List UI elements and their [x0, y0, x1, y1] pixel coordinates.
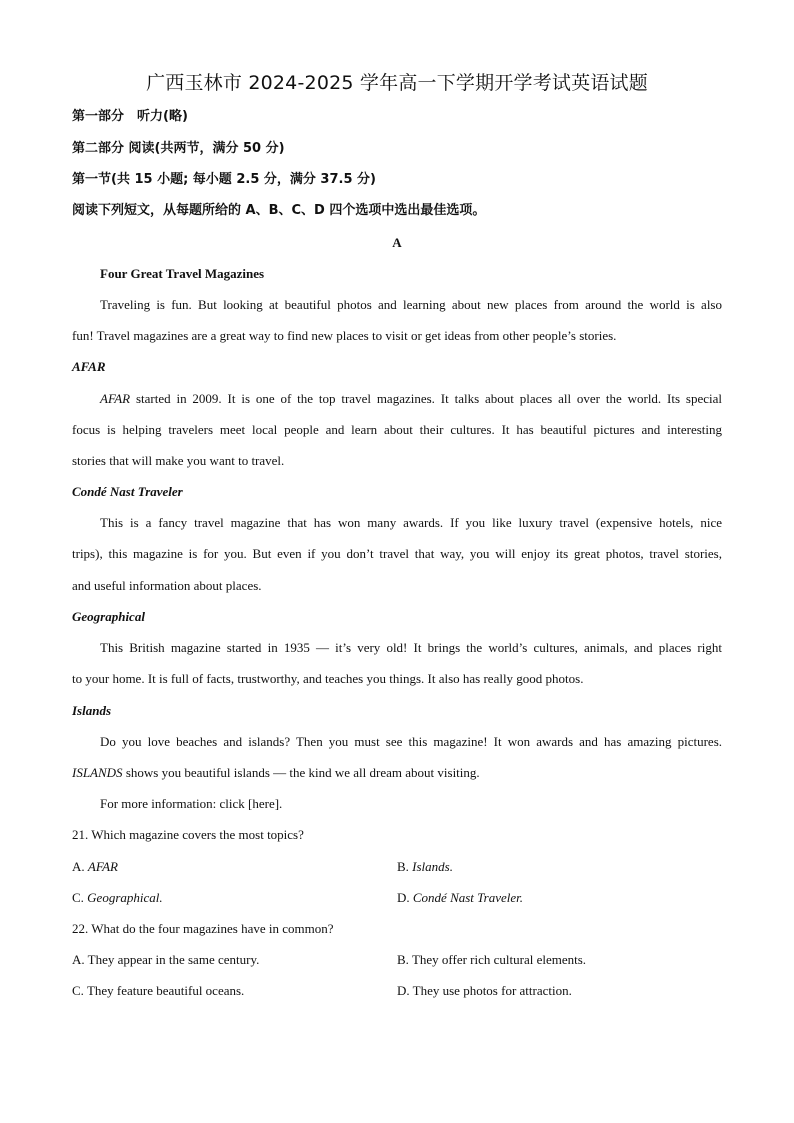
passage-title: Four Great Travel Magazines: [100, 266, 265, 281]
question-21-option-d[interactable]: [397, 889, 523, 907]
conde-line-3: and useful information about places.: [72, 578, 262, 593]
question-22-option-d[interactable]: [397, 982, 572, 1000]
part1-heading: 第一部分 听力(略): [72, 109, 188, 124]
option-text: They appear in the same century.: [87, 952, 260, 967]
instruction-text: 阅读下列短文，从每题所给的 A、B、C、D 四个选项中选出最佳选项。: [72, 203, 486, 218]
option-text: They feature beautiful oceans.: [86, 983, 245, 998]
option-letter: C.: [72, 983, 87, 998]
islands-line-2-rest: shows you beautiful islands — the kind we all dream about visiting.: [122, 765, 480, 780]
option-letter: B.: [397, 952, 412, 967]
conde-line-1: This is a fancy travel magazine that has won many awards. If you like luxury travel (expensive hotels, nice: [100, 515, 722, 530]
passage-letter: A: [392, 235, 402, 250]
question-21-option-c[interactable]: [72, 889, 163, 907]
afar-line-2: focus is helping travelers meet local people and learn about their cultures. It has beautiful pictures and interesting: [72, 422, 722, 437]
option-letter: A.: [72, 859, 88, 874]
part2-heading: 第二部分 阅读(共两节，满分 50 分): [72, 141, 285, 156]
geographical-line-2: to your home. It is full of facts, trustworthy, and teaches you things. It also has really good photos.: [72, 671, 584, 686]
section1-heading: 第一节(共 15 小题; 每小题 2.5 分，满分 37.5 分): [72, 172, 376, 187]
option-text: They use photos for attraction.: [412, 983, 572, 998]
option-letter: D.: [397, 890, 413, 905]
afar-line-3: stories that will make you want to travel.: [72, 453, 285, 468]
option-letter: C.: [72, 890, 88, 905]
option-text: They offer rich cultural elements.: [411, 952, 587, 967]
question-21-option-a[interactable]: [72, 858, 118, 876]
option-letter: D.: [397, 983, 413, 998]
question-21-stem: 21. Which magazine covers the most topics?: [72, 827, 304, 842]
page-title: 广西玉林市 2024-2025 学年高一下学期开学考试英语试题: [146, 72, 648, 94]
question-22-option-b[interactable]: [397, 951, 586, 969]
option-text: AFAR: [87, 859, 118, 874]
intro-line-1: Traveling is fun. But looking at beautiful photos and learning about new places from around the world is also: [100, 297, 722, 312]
more-info-link[interactable]: For more information: click [here].: [100, 796, 283, 811]
islands-line-1: Do you love beaches and islands? Then you must see this magazine! It won awards and has amazing pictures.: [100, 734, 722, 749]
afar-line-1: [100, 390, 722, 408]
geographical-line-1: This British magazine started in 1935 — it’s very old! It brings the world’s cultures, animals, and places right: [100, 640, 722, 655]
afar-line-1-rest: started in 2009. It is one of the top travel magazines. It talks about places all over the world. Its special: [130, 391, 722, 406]
question-21-option-b[interactable]: [397, 858, 453, 876]
afar-heading: AFAR: [72, 359, 106, 374]
geographical-heading: Geographical: [72, 609, 145, 624]
islands-name: ISLANDS: [72, 765, 123, 780]
intro-line-2: fun! Travel magazines are a great way to find new places to visit or get ideas from other people’s stories.: [72, 328, 617, 343]
conde-line-2: trips), this magazine is for you. But even if you don’t travel that way, you will enjoy its great photos, travel stories,: [72, 546, 722, 561]
question-22-stem: 22. What do the four magazines have in common?: [72, 921, 334, 936]
question-22-option-c[interactable]: [72, 982, 244, 1000]
islands-heading: Islands: [72, 703, 112, 718]
conde-heading: Condé Nast Traveler: [72, 484, 183, 499]
option-letter: A.: [72, 952, 88, 967]
option-letter: B.: [397, 859, 413, 874]
option-text: Geographical.: [87, 890, 163, 905]
islands-line-2: [72, 764, 722, 782]
afar-name: AFAR: [100, 391, 131, 406]
option-text: Condé Nast Traveler.: [412, 890, 524, 905]
option-text: Islands.: [412, 859, 453, 874]
question-22-option-a[interactable]: [72, 951, 259, 969]
